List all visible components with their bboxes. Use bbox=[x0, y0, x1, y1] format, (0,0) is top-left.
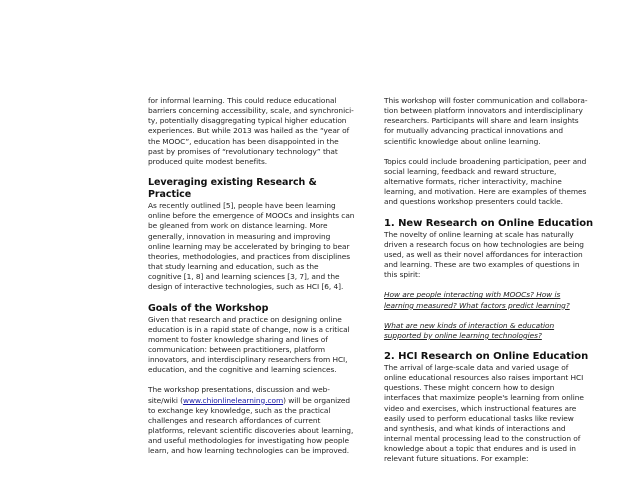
left-column bbox=[148, 96, 362, 457]
new-research-paragraph: The novelty of online learning at scale has naturally driven a research focus on how technologies are being used, as well as their novel affordances for interaction and learning. These are two examples of questions in this spirit: bbox=[384, 229, 584, 280]
goals-paragraph: Given that research and practice on designing online education is in a rapid state of change, now is a critical moment to foster knowledge sharing and lines of communication: between practitioners, platform innovators, and interdisciplinary researchers from HCI, education, and the cognitive and learning sciences. bbox=[148, 314, 350, 375]
right-column bbox=[384, 96, 602, 465]
intro-paragraph-2: Topics could include broadening participation, peer and social learning, feedback and reward structure, alternative formats, richer interactivity, machine learning, and motivation. Here are examples of themes and questions workshop presenters could tackle. bbox=[384, 156, 587, 207]
section-heading-hci-research: 2. HCI Research on Online Education bbox=[384, 350, 589, 362]
hci-research-paragraph: The arrival of large-scale data and varied usage of online educational resources also raises important HCI questions. These might concern how to design interfaces that maximize people's learning from online video and exercises, which instructional features are easily used to perform educational tasks like review and synthesis, and what kinds of interactions and internal mental processing lead to the construction of knowledge about a topic that endures and is used in relevant future situations. For example: bbox=[384, 362, 584, 464]
question-new-kinds-of-interaction: What are new kinds of interaction & education supported by online learning technologies? bbox=[384, 320, 555, 340]
section-heading-goals: Goals of the Workshop bbox=[148, 302, 269, 314]
workshop-paragraph: The workshop presentations, discussion and web- site/wiki (www.chionlinelearning.com) will be organized to exchange key knowledge, such as the practical challenges and research affordances of current platforms, relevant scientific discoveries about learning, and useful methodologies for investigating how people learn, and how learning technologies can be improved. bbox=[148, 385, 354, 456]
question-interacting-with-moocs: How are people interacting with MOOCs? How is learning measured? What factors predict learning? bbox=[384, 290, 570, 310]
website-link[interactable]: www.chionlinelearning.com bbox=[182, 395, 284, 405]
leveraging-research-paragraph: As recently outlined [5], people have been learning online before the emergence of MOOCs and insights can be gleaned from work on distance learning. More generally, innovation in measuring and improving online learning may be accelerated by bringing to bear theories, methodologies, and practices from disciplines that study learning and education, such as the cognitive [1, 8] and learning sciences [3, 7], and the design of interactive technologies, such as HCI [6, 4]. bbox=[148, 201, 355, 292]
intro-paragraph: for informal learning. This could reduce educational barriers concerning accessibility, scale, and synchronici- ty, potentially disaggregating typical higher education experiences. But while 2013 was hailed as the “year of the MOOC”, education has been disappointed in the past by promises of “revolutionary technology” that produced quite modest benefits. bbox=[148, 96, 354, 166]
section-heading-new-research: 1. New Research on Online Education bbox=[384, 217, 594, 229]
intro-paragraph-1: This workshop will foster communication and collabora- tion between platform innovators and interdisciplinary researchers. Participants will share and learn insights for mutually advancing practical innovations and scientific knowledge about online learning. bbox=[384, 96, 588, 146]
section-heading-leveraging-research: Leveraging existing Research & Practice bbox=[148, 177, 317, 201]
